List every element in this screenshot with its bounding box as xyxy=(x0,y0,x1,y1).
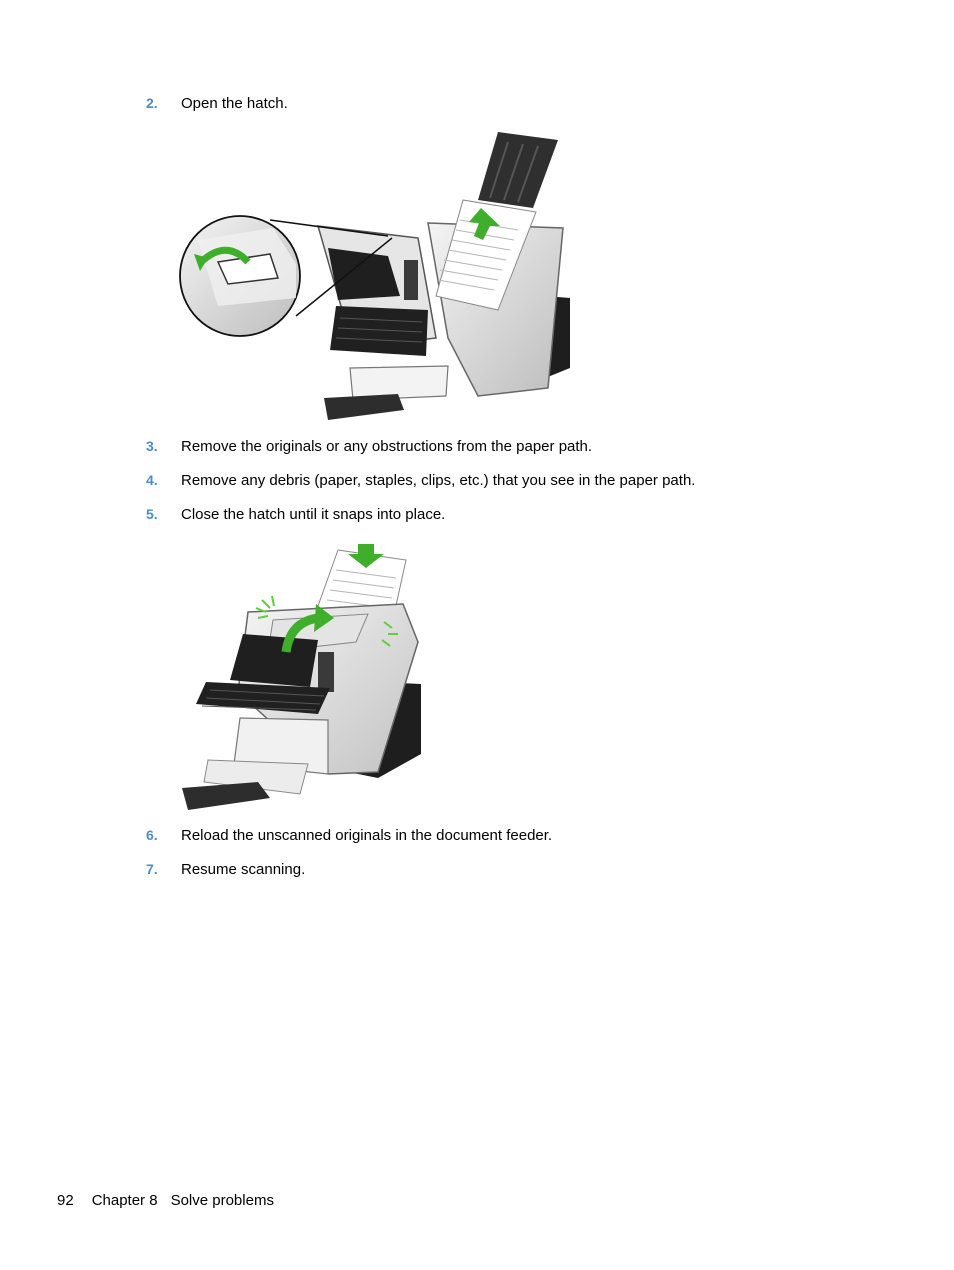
step-number: 5. xyxy=(146,506,158,522)
step-number: 4. xyxy=(146,472,158,488)
keyboard xyxy=(330,306,428,356)
output-tray-extension xyxy=(182,782,270,810)
step-text: Open the hatch. xyxy=(181,95,288,112)
step-number: 6. xyxy=(146,827,158,843)
step-text: Resume scanning. xyxy=(181,861,306,878)
scanner-open-hatch-illustration xyxy=(178,128,578,423)
output-tray-extension xyxy=(324,394,404,420)
step-text: Reload the unscanned originals in the document feeder. xyxy=(181,827,553,844)
step-text: Remove any debris (paper, staples, clips, etc.) that you see in the paper path. xyxy=(181,472,696,489)
step-number: 3. xyxy=(146,438,158,454)
page-footer xyxy=(57,1192,274,1209)
scanner-close-hatch-illustration xyxy=(178,542,428,814)
step-number: 7. xyxy=(146,861,158,877)
step-number: 2. xyxy=(146,95,158,111)
page-number: 92 xyxy=(57,1192,74,1209)
step-text: Remove the originals or any obstructions from the paper path. xyxy=(181,438,593,455)
output-tray xyxy=(350,366,448,400)
touchscreen xyxy=(230,634,318,687)
step-text: Close the hatch until it snaps into place. xyxy=(181,506,446,523)
section-title: Solve problems xyxy=(170,1192,274,1209)
chapter-label: Chapter 8 xyxy=(91,1192,158,1209)
